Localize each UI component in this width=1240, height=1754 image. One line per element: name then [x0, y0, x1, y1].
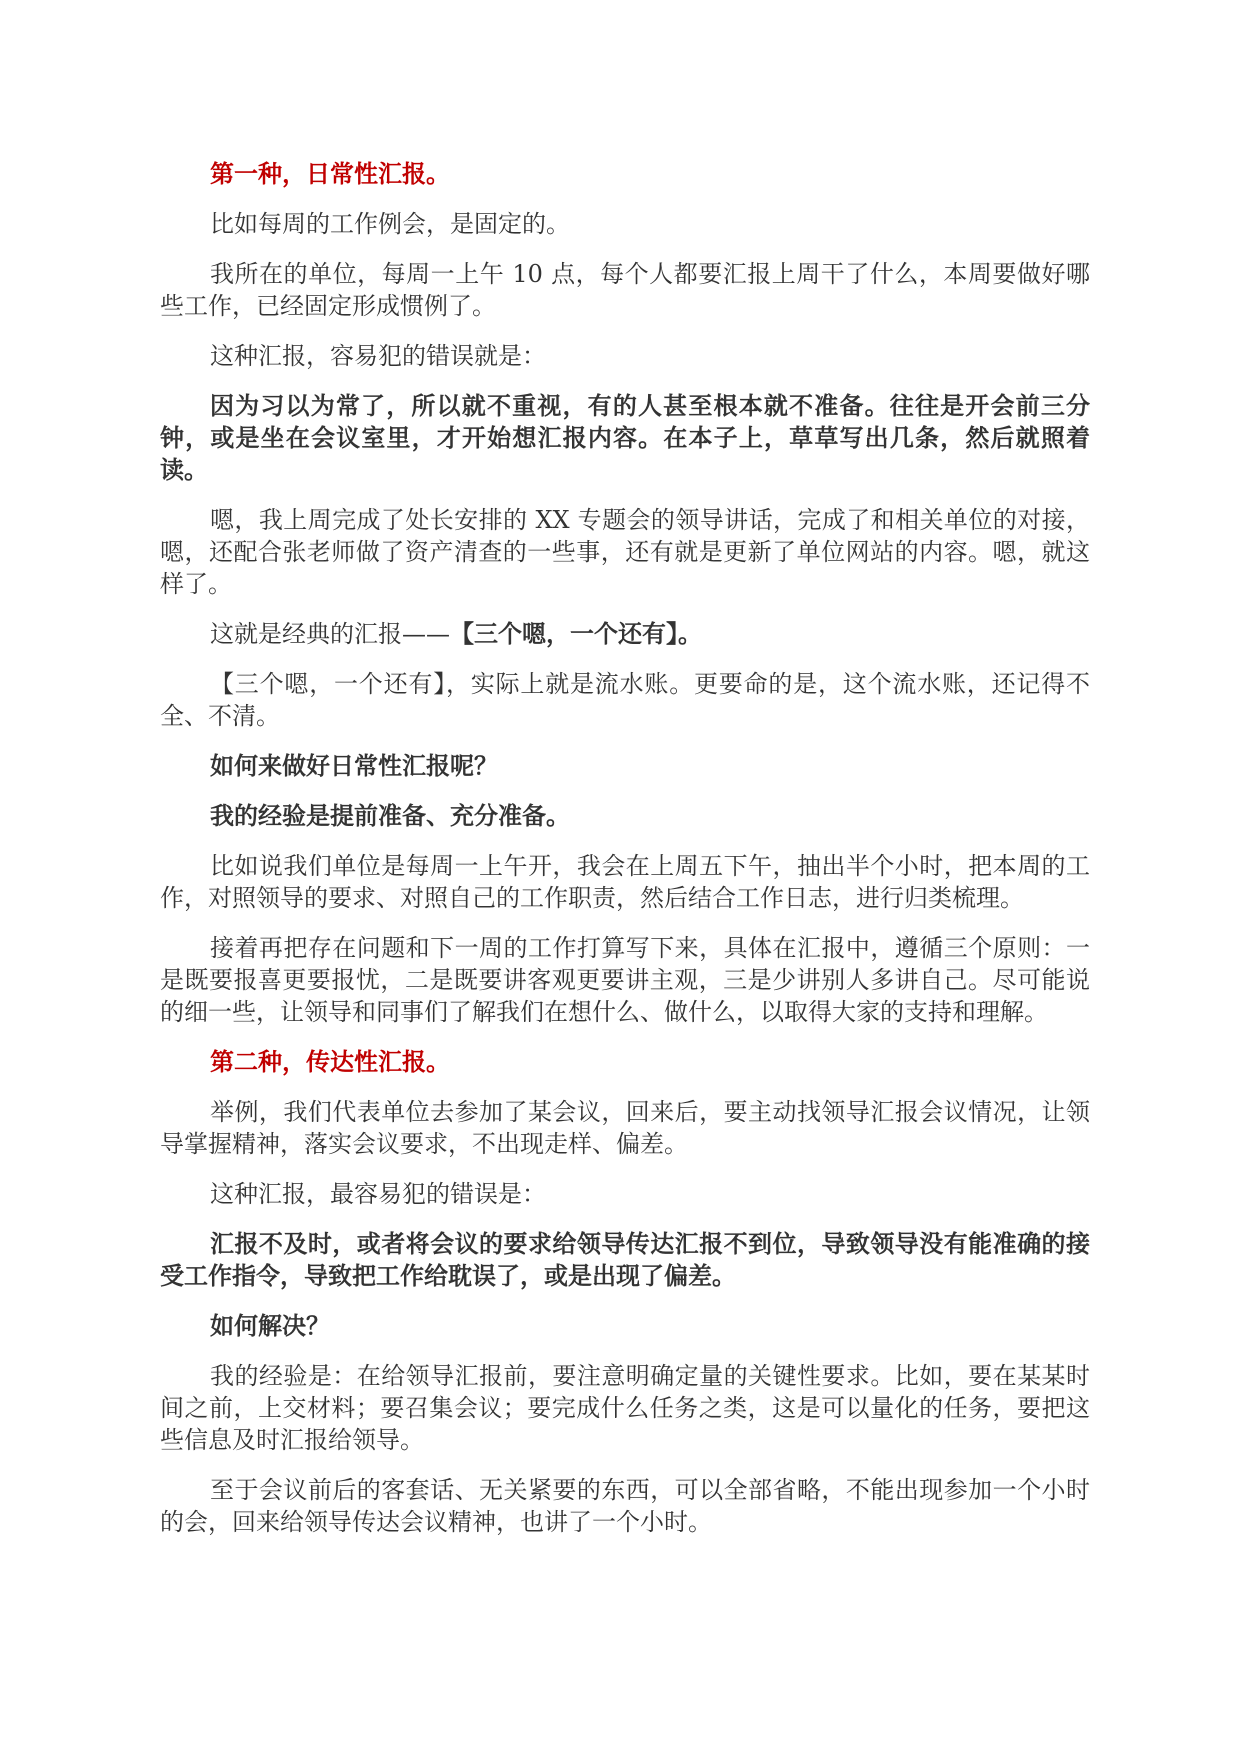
section1-question: 如何来做好日常性汇报呢？ — [210, 752, 498, 780]
section1-heading: 第一种，日常性汇报。 — [210, 160, 450, 188]
section1-paragraph-1: 比如每周的工作例会，是固定的。 — [210, 210, 570, 238]
section2-paragraph-2: 这种汇报，最容易犯的错误是： — [210, 1180, 546, 1208]
section1-paragraph-3: 这种汇报，容易犯的错误就是： — [210, 342, 546, 370]
section2-question: 如何解决？ — [210, 1312, 330, 1340]
section2-paragraph-4: 我的经验是：在给领导汇报前，要注意明确定量的关键性要求。比如，要在某某时间之前，上交材料；要召集会议；要完成什么任务之类，这是可以量化的任务，要把这些信息及时汇报给领导。 — [160, 1362, 1090, 1454]
section1-paragraph-5: 嗯，我上周完成了处长安排的 XX 专题会的领导讲话，完成了和相关单位的对接，嗯，还配合张老师做了资产清查的一些事，还有就是更新了单位网站的内容。嗯，就这样了。 — [160, 506, 1090, 598]
section2-heading: 第二种，传达性汇报。 — [210, 1048, 450, 1076]
section1-paragraph-6 — [160, 618, 1090, 650]
section2-bold-paragraph: 汇报不及时，或者将会议的要求给领导传达汇报不到位，导致领导没有能准确的接受工作指令，导致把工作给耽误了，或是出现了偏差。 — [160, 1230, 1090, 1290]
section2-paragraph-5: 至于会议前后的客套话、无关紧要的东西，可以全部省略，不能出现参加一个小时的会，回来给领导传达会议精神，也讲了一个小时。 — [160, 1476, 1090, 1536]
section2-paragraph-1: 举例，我们代表单位去参加了某会议，回来后，要主动找领导汇报会议情况，让领导掌握精神，落实会议要求，不出现走样、偏差。 — [160, 1098, 1090, 1158]
section1-paragraph-8: 比如说我们单位是每周一上午开，我会在上周五下午，抽出半个小时，把本周的工作，对照领导的要求、对照自己的工作职责，然后结合工作日志，进行归类梳理。 — [160, 852, 1090, 912]
document-page — [160, 158, 1090, 1556]
section1-answer: 我的经验是提前准备、充分准备。 — [210, 802, 570, 830]
section1-paragraph-9: 接着再把存在问题和下一周的工作打算写下来，具体在汇报中，遵循三个原则：一是既要报喜更要报忧，二是既要讲客观更要讲主观，三是少讲别人多讲自己。尽可能说的细一些，让领导和同事们了解我们在想什么、做什么，以取得大家的支持和理解。 — [160, 934, 1090, 1026]
section1-bold-paragraph: 因为习以为常了，所以就不重视，有的人甚至根本就不准备。往往是开会前三分钟，或是坐在会议室里，才开始想汇报内容。在本子上，草草写出几条，然后就照着读。 — [160, 392, 1090, 484]
paragraph-6-bold: 【三个嗯，一个还有】。 — [450, 620, 702, 648]
section1-paragraph-7: 【三个嗯，一个还有】，实际上就是流水账。更要命的是，这个流水账，还记得不全、不清。 — [160, 670, 1090, 730]
paragraph-6-prefix: 这就是经典的汇报—— — [210, 620, 450, 648]
section1-paragraph-2: 我所在的单位，每周一上午 10 点，每个人都要汇报上周干了什么，本周要做好哪些工作，已经固定形成惯例了。 — [160, 260, 1090, 320]
